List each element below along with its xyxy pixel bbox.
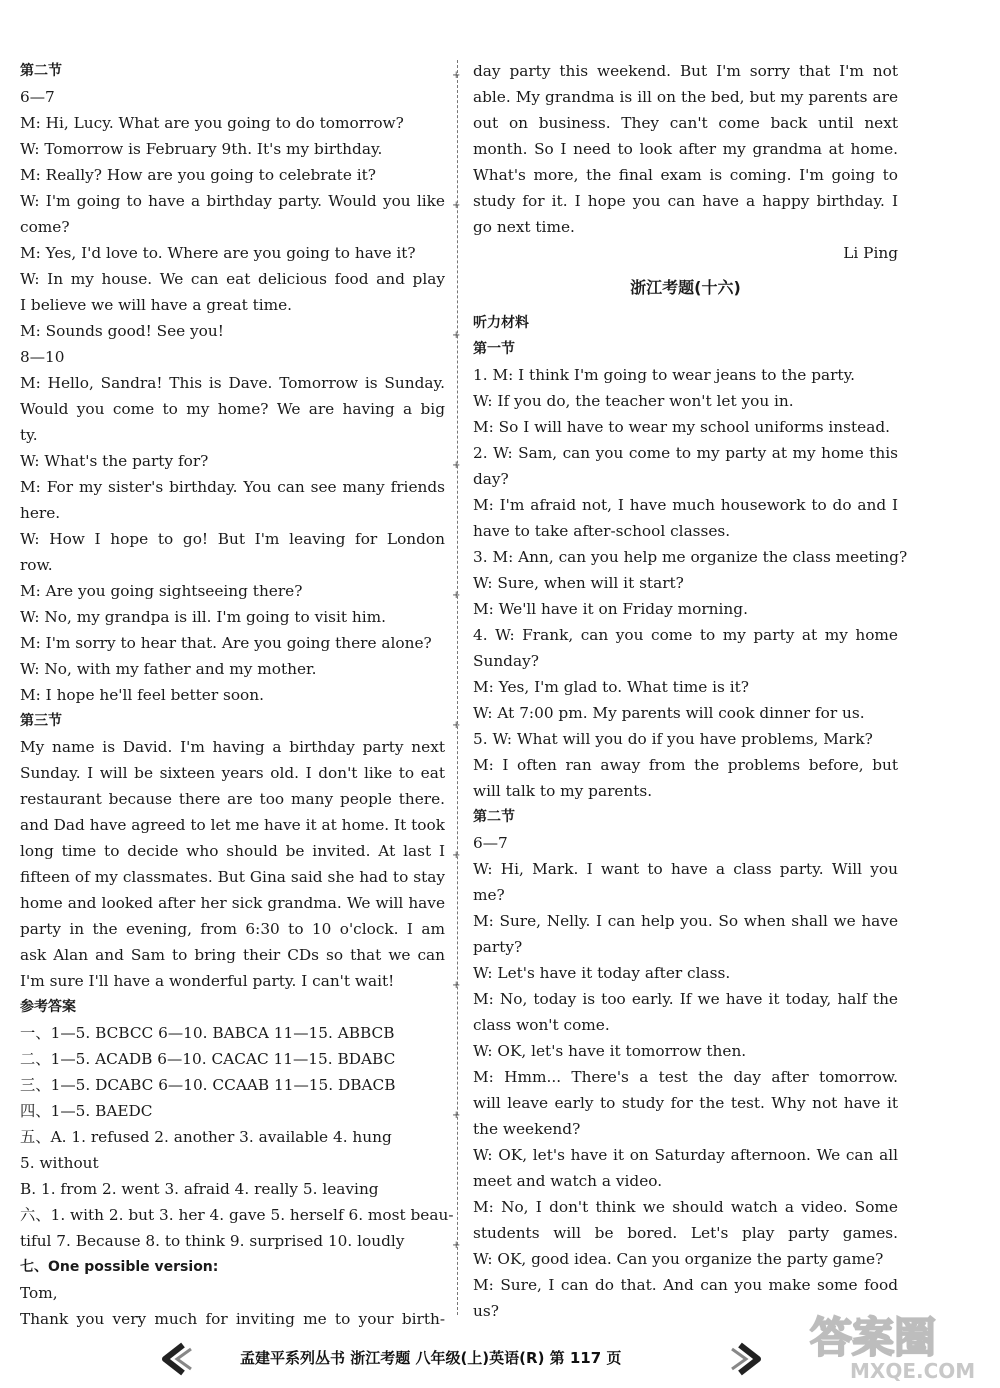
chevron-left-icon	[155, 1342, 195, 1376]
text-line: M: No, I don't think we should watch a video. Some	[473, 1198, 898, 1216]
text-line: Tom,	[20, 1284, 58, 1302]
svg-text:答案圈: 答案圈	[810, 1313, 937, 1362]
divider-mark: +	[452, 1110, 461, 1121]
text-line: day?	[473, 470, 509, 488]
text-line: M: I often ran away from the problems before, but	[473, 756, 898, 774]
text-line: W: No, my grandpa is ill. I'm going to visit him.	[20, 608, 387, 626]
text-line: W: Let's have it today after class.	[473, 964, 731, 982]
text-line: restaurant because there are too many people there.	[20, 790, 445, 808]
text-line: W: I'm going to have a birthday party. Would you like	[20, 192, 445, 210]
text-line: will talk to my parents.	[473, 782, 653, 800]
footer-text: 孟建平系列丛书 浙江考题 八年级(上)英语(R) 第 117 页	[240, 1349, 622, 1367]
text-line: and Dad have agreed to let me have it at home. It took	[20, 816, 445, 834]
text-line: W: Sure, when will it start?	[473, 574, 684, 592]
text-line: M: So I will have to wear my school uniforms instead.	[473, 418, 890, 436]
text-line: W: At 7:00 pm. My parents will cook dinner for us.	[473, 704, 865, 722]
text-line: 8—10	[20, 348, 65, 366]
text-line: W: No, with my father and my mother.	[20, 660, 317, 678]
text-line: study for it. I hope you can have a happy birthday. I	[473, 192, 898, 210]
text-line: M: For my sister's birthday. You can see many friends	[20, 478, 445, 496]
text-line: ask Alan and Sam to bring their CDs so that we can	[20, 946, 445, 964]
divider-mark: +	[452, 850, 461, 861]
text-line: Sunday. I will be sixteen years old. I don't like to eat	[20, 764, 445, 782]
section-heading: 听力材料	[473, 315, 529, 331]
text-line: month. So I need to look after my grandma at home.	[473, 140, 898, 158]
text-line: W: OK, let's have it tomorrow then.	[473, 1042, 747, 1060]
section-heading: 七、One possible version:	[20, 1259, 219, 1275]
section-heading: 第二节	[20, 63, 62, 79]
text-line: M: Hmm... There's a test the day after tomorrow.	[473, 1068, 898, 1086]
text-line: B. 1. from 2. went 3. afraid 4. really 5. leaving	[20, 1180, 379, 1198]
text-line: M: Hi, Lucy. What are you going to do tomorrow?	[20, 114, 404, 132]
section-heading: 第一节	[473, 341, 515, 357]
text-line: row.	[20, 556, 53, 574]
text-line: W: OK, let's have it on Saturday afternoon. We can all	[473, 1146, 898, 1164]
text-line: W: Hi, Mark. I want to have a class party. Will you	[473, 860, 898, 878]
left-column	[20, 58, 454, 1332]
text-line: 一、1—5. BCBCC 6—10. BABCA 11—15. ABBCB	[20, 1024, 395, 1042]
section-heading: 第二节	[473, 809, 515, 825]
text-line: day party this weekend. But I'm sorry that I'm not	[473, 62, 898, 80]
text-line: M: Sure, Nelly. I can help you. So when shall we have	[473, 912, 898, 930]
text-line: 5. W: What will you do if you have problems, Mark?	[473, 730, 873, 748]
text-line: 6—7	[473, 834, 508, 852]
text-line: M: We'll have it on Friday morning.	[473, 600, 748, 618]
text-line: students will be bored. Let's play party games.	[473, 1224, 898, 1242]
divider-mark: +	[452, 1240, 461, 1251]
text-line: 3. M: Ann, can you help me organize the class meeting?	[473, 548, 908, 566]
text-line: long time to decide who should be invited. At last I	[20, 842, 445, 860]
text-line: I believe we will have a great time.	[20, 296, 293, 314]
divider-mark: +	[452, 980, 461, 991]
text-line: M: I'm afraid not, I have much housework to do and I	[473, 496, 898, 514]
text-line: 三、1—5. DCABC 6—10. CCAAB 11—15. DBACB	[20, 1076, 396, 1094]
text-line: M: Really? How are you going to celebrate it?	[20, 166, 376, 184]
divider-mark: +	[452, 590, 461, 601]
text-line: will leave early to study for the test. Why not have it	[473, 1094, 898, 1112]
text-line: Sunday?	[473, 652, 539, 670]
text-line: M: Sounds good! See you!	[20, 322, 224, 340]
text-line: W: Tomorrow is February 9th. It's my birthday.	[20, 140, 383, 158]
column-divider	[457, 60, 458, 1315]
text-line: 2. W: Sam, can you come to my party at my home this	[473, 444, 898, 462]
text-line: the weekend?	[473, 1120, 581, 1138]
section-heading: 参考答案	[20, 999, 76, 1015]
text-line: 1. M: I think I'm going to wear jeans to the party.	[473, 366, 856, 384]
text-line: W: What's the party for?	[20, 452, 209, 470]
text-line: 4. W: Frank, can you come to my party at my home	[473, 626, 898, 644]
svg-text:MXQE.COM: MXQE.COM	[850, 1359, 976, 1383]
text-line: M: Hello, Sandra! This is Dave. Tomorrow is Sunday.	[20, 374, 445, 392]
text-line: out on business. They can't come back until next	[473, 114, 898, 132]
text-line: tiful 7. Because 8. to think 9. surprised 10. loudly	[20, 1232, 405, 1250]
text-line: M: No, today is too early. If we have it today, half the	[473, 990, 898, 1008]
divider-mark: +	[452, 200, 461, 211]
text-line: meet and watch a video.	[473, 1172, 663, 1190]
text-line: I'm sure I'll have a wonderful party. I can't wait!	[20, 972, 395, 990]
text-line: M: Yes, I'd love to. Where are you going to have it?	[20, 244, 416, 262]
text-line: party?	[473, 938, 523, 956]
text-line: M: Yes, I'm glad to. What time is it?	[473, 678, 749, 696]
text-line: M: Sure, I can do that. And can you make some food	[473, 1276, 898, 1294]
text-line: M: Are you going sightseeing there?	[20, 582, 303, 600]
right-column	[473, 58, 908, 1324]
text-line: M: I'm sorry to hear that. Are you going there alone?	[20, 634, 432, 652]
text-line: come?	[20, 218, 70, 236]
text-line: 五、A. 1. refused 2. another 3. available 4. hung	[20, 1128, 392, 1146]
text-line: M: I hope he'll feel better soon.	[20, 686, 264, 704]
text-line: 6—7	[20, 88, 55, 106]
text-line: class won't come.	[473, 1016, 610, 1034]
text-line: have to take after-school classes.	[473, 522, 731, 540]
text-line: able. My grandma is ill on the bed, but my parents are	[473, 88, 898, 106]
text-line: us?	[473, 1302, 499, 1320]
text-line: 六、1. with 2. but 3. her 4. gave 5. herself 6. most beau-	[20, 1206, 454, 1224]
text-line: Would you come to my home? We are having a big	[20, 400, 445, 418]
text-line: W: OK, good idea. Can you organize the party game?	[473, 1250, 884, 1268]
text-line: here.	[20, 504, 61, 522]
text-line: party in the evening, from 6:30 to 10 o'clock. I am	[20, 920, 445, 938]
text-line: W: If you do, the teacher won't let you in.	[473, 392, 794, 410]
divider-mark: +	[452, 460, 461, 471]
text-line: W: How I hope to go! But I'm leaving for London	[20, 530, 445, 548]
text-line: 四、1—5. BAEDC	[20, 1102, 153, 1120]
text-line: 5. without	[20, 1154, 99, 1172]
text-line: My name is David. I'm having a birthday party next	[20, 738, 445, 756]
divider-mark: +	[452, 70, 461, 81]
divider-mark: +	[452, 330, 461, 341]
text-line: Li Ping	[843, 244, 898, 262]
text-line: 二、1—5. ACADB 6—10. CACAC 11—15. BDABC	[20, 1050, 396, 1068]
text-line: fifteen of my classmates. But Gina said she had to stay	[20, 868, 445, 886]
text-line: What's more, the final exam is coming. I'm going to	[473, 166, 898, 184]
watermark-logo	[800, 1308, 990, 1384]
text-line: W: In my house. We can eat delicious food and play	[20, 270, 445, 288]
text-line: ty.	[20, 426, 38, 444]
text-line: Thank you very much for inviting me to your birth-	[20, 1310, 445, 1328]
section-heading: 第三节	[20, 713, 62, 729]
chevron-right-icon	[728, 1342, 768, 1376]
text-line: me?	[473, 886, 505, 904]
divider-mark: +	[452, 720, 461, 731]
text-line: home and looked after her sick grandma. We will have	[20, 894, 445, 912]
section-title: 浙江考题(十六)	[630, 278, 741, 297]
text-line: go next time.	[473, 218, 575, 236]
